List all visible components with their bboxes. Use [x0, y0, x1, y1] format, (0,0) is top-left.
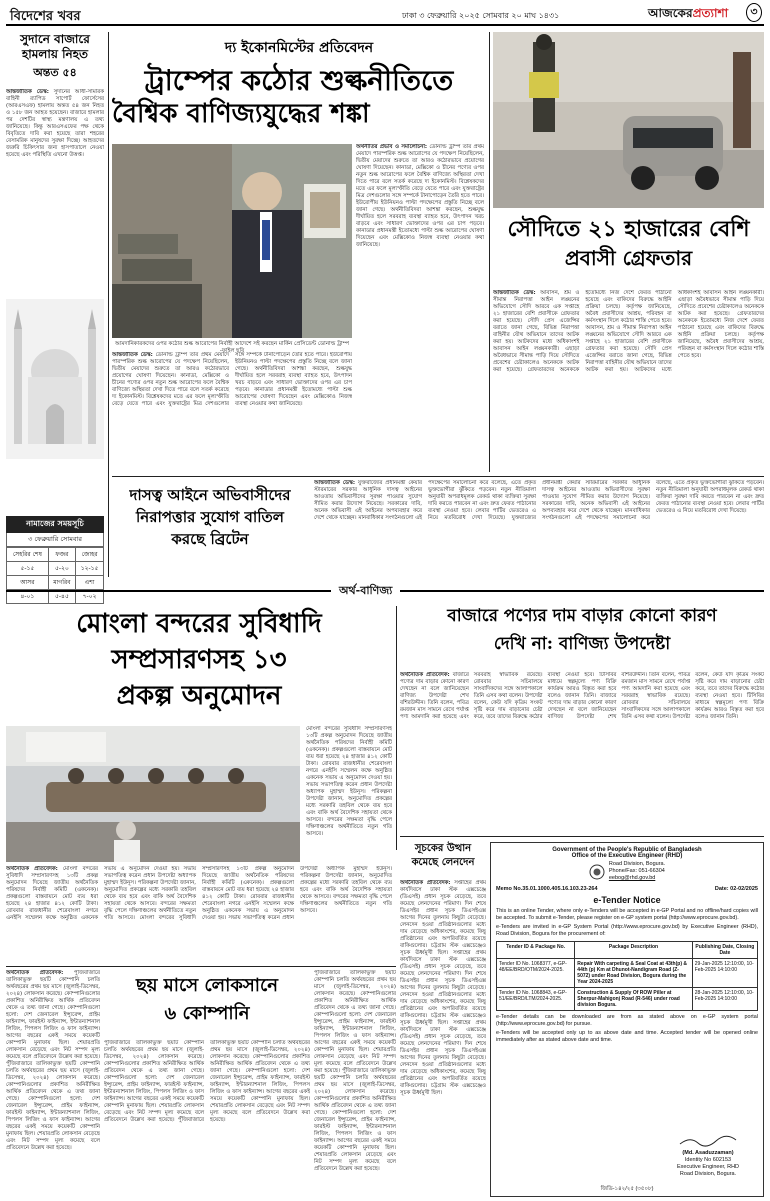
- trump-headline-1: ট্রাম্পের কঠোর শুল্কনীতিতে: [144, 64, 454, 97]
- mongla-photo: [6, 726, 300, 862]
- britain-headline-box: [112, 484, 308, 574]
- prayer-cell: ৭-০২: [76, 590, 104, 604]
- trump-body-right: [356, 144, 484, 468]
- saudi-headline-box: [493, 212, 764, 284]
- tender-division: Road Division, Bogura.: [608, 861, 666, 867]
- tender-date: Date: 02-02/2025: [714, 886, 758, 892]
- tender-para-2: e-Tenders are invited in e-GP System Portal (http://www.eprocure.gov.bd) by Executive Engineer (RHD), Road Division, Bogura for the procurement of:: [496, 924, 758, 937]
- govt-ad-code: জিডি-১৪২/২৫ (৩৫০৮): [600, 1186, 654, 1192]
- bazar-text-cont: বাজারে পণ্যের দাম বাড়ার কোনো কারণ দেখছেন না বলে জানিয়েছেন বাণিজ্য উপদেষ্টা শেখ বশিরউদ্দীন। তিনি বলেন, পবিত্র রমজান মাস সামনে রেখে পর্যাপ্ত পণ্য আমদানি করা হয়েছে এবং সরবরাহ স্বাভাবিক রয়েছে। রোববার সচিবালয়ে সাংবাদিকদের সঙ্গে আলাপকালে তিনি এসব কথা বলেন। উপদেষ্টা বলেন, কেউ যদি কৃত্রিম সংকট সৃষ্টি করে দাম বাড়ানোর চেষ্টা করে, তবে তাদের বিরুদ্ধে কঠোর ব্যবস্থা নেওয়া হবে। টিসিবির মাধ্যমে স্বল্পমূল্যে পণ্য বিক্রি কার্যক্রম আরও বিস্তৃত করা হবে বলেও জানান তিনি।: [547, 672, 764, 720]
- tender-cell: 29-Jan-2025 12:10:00, 10-Feb-2025 14:10:00: [692, 959, 757, 988]
- trump-headline-2: বৈশ্বিক বাণিজ্যযুদ্ধের শঙ্কা: [112, 99, 370, 129]
- index-text-cont-2: সপ্তাহের প্রথম কার্যদিবসে ঢাকা স্টক এক্সচেঞ্জে (ডিএসই) প্রধান সূচক বেড়েছে, তবে কমেছে লেনদেনের পরিমাণ। দিন শেষে ডিএসইর প্রধান সূচক ডিএসইএক্স আগের দিনের তুলনায় কিছুটা বেড়েছে। লেনদেন হওয়া প্রতিষ্ঠানগুলোর মধ্যে দাম বেড়েছে অধিকাংশের, কমেছে কিছু প্রতিষ্ঠানের এবং অপরিবর্তিত রয়েছে বাকিগুলোর। চট্টগ্রাম স্টক এক্সচেঞ্জেও সূচক ঊর্ধ্বমুখী ছিল।: [400, 1020, 486, 1096]
- index-lead: অর্থনৈতিক প্রতিবেদক:: [400, 880, 451, 886]
- economy-label: অর্থ-বাণিজ্য: [331, 582, 400, 601]
- prayer-cell: ৫-৪৫: [48, 590, 75, 604]
- britain-headline-1: দাসত্ব আইনে অভিবাসীদের: [129, 486, 291, 504]
- loss-headline-2: ৬ কোম্পানি: [164, 1003, 250, 1024]
- trump-body-text: ডোনাল্ড ট্রাম্প তার প্রথম মেয়াদে পারস্পরিক শুল্ক আরোপের যে পদক্ষেপ নিয়েছিলেন, দ্বিতীয় মেয়াদের শুরুতে তা আরও কঠোরভাবে প্রয়োগের ঘোষণা দিয়েছেন। কানাডা, মেক্সিকো ও চীনের পণ্যের ওপর নতুন শুল্ক আরোপের ফলে বৈশ্বিক বাণিজ্যে অস্থিরতা দেখা দিতে পারে বলে সতর্ক করেছে দ্য ইকোনমিস্ট। বিশ্লেষকদের মতে এর ফলে মূল্যস্ফীতি বেড়ে যেতে পারে এবং যুক্তরাষ্ট্রের মিত্র দেশগুলোর সঙ্গে সম্পর্কে টানাপোড়েন তৈরি হতে পারে। ইউরোপীয় ইউনিয়নও পাল্টা পদক্ষেপের প্রস্তুতি নিচ্ছে বলে জানা গেছে। অর্থনীতিবিদরা আশঙ্কা করছেন, শুল্কযুদ্ধ দীর্ঘায়িত হলে সরবরাহ ব্যবস্থা ব্যাহত হবে, উৎপাদন খরচ বাড়বে এবং সাধারণ ভোক্তাদের ওপর এর চাপ পড়বে। কানাডার প্রধানমন্ত্রী ইতোমধ্যে পাল্টা শুল্ক আরোপের ঘোষণা দিয়েছেন এবং মেক্সিকোও নিজস্ব ব্যবস্থা নেওয়ার কথা জানিয়েছে।: [356, 144, 484, 248]
- britain-body: [314, 480, 764, 576]
- saudi-headline-2: প্রবাসী গ্রেফতার: [564, 246, 693, 270]
- britain-headline-3: করছে ব্রিটেন: [171, 530, 249, 548]
- tender-col-id: Tender ID & Package No.: [497, 942, 575, 959]
- loss-headline-box: [104, 972, 310, 1036]
- trump-body-text-2: ডোনাল্ড ট্রাম্প তার প্রথম মেয়াদে পারস্পরিক শুল্ক আরোপের যে পদক্ষেপ নিয়েছিলেন, দ্বিতীয় মেয়াদের শুরুতে তা আরও কঠোরভাবে প্রয়োগের ঘোষণা দিয়েছেন। কানাডা, মেক্সিকো ও চীনের পণ্যের ওপর নতুন শুল্ক আরোপের ফলে বৈশ্বিক বাণিজ্যে অস্থিরতা দেখা দিতে পারে বলে সতর্ক করেছে দ্য ইকোনমিস্ট। বিশ্লেষকদের মতে এর ফলে মূল্যস্ফীতি বেড়ে যেতে পারে এবং যুক্তরাষ্ট্রের মিত্র দেশগুলোর সঙ্গে সম্পর্কে টানাপোড়েন তৈরি হতে পারে। ইউরোপীয় ইউনিয়নও পাল্টা পদক্ষেপের প্রস্তুতি নিচ্ছে বলে জানা গেছে। অর্থনীতিবিদরা আশঙ্কা করছেন, শুল্কযুদ্ধ দীর্ঘায়িত হলে সরবরাহ ব্যবস্থা ব্যাহত হবে, উৎপাদন খরচ বাড়বে এবং সাধারণ ভোক্তাদের ওপর এর চাপ পড়বে। কানাডার প্রধানমন্ত্রী ইতোমধ্যে পাল্টা শুল্ক আরোপের ঘোষণা দিয়েছেন এবং মেক্সিকোও নিজস্ব ব্যবস্থা নেওয়ার কথা জানিয়েছে।: [112, 352, 352, 407]
- bazar-headline-1: বাজারে পণ্যের দাম বাড়ার কোনো কারণ: [447, 606, 717, 626]
- prayer-cell: এশা: [76, 576, 104, 590]
- tender-email[interactable]: eebog@rhd.gov.bd: [608, 875, 656, 881]
- mongla-headline-2: সম্প্রসারণসহ ১৩: [111, 645, 287, 675]
- loss-text-3: পুঁজিবাজারে তালিকাভুক্ত ছয়টি কোম্পানি চলতি অর্থবছরের প্রথম ছয় মাসে (জুলাই-ডিসেম্বর, ২০২৪) লোকসান করেছে। কোম্পানিগুলোর প্রকাশিত অনিরীক্ষিত আর্থিক প্রতিবেদন থেকে এ তথ্য জানা গেছে। কোম্পানিগুলো হলো: দেশ জেনারেল ইন্স্যুরেন্স, প্রাইম ফাইন্যান্স, ফারইস্ট ফাইন্যান্স, ইন্টারন্যাশনাল লিজিং, পিপলস লিজিং ও ফাস ফাইন্যান্স। আগের বছরের একই সময়ে কয়েকটি কোম্পানি মুনাফায় ছিল। শেয়ারপ্রতি লোকসান বেড়েছে এবং নিট সম্পদ মূল্য কমেছে বলে প্রতিবেদনে উল্লেখ করা হয়েছে।: [177, 1040, 310, 1123]
- prayer-cell: সেহরির শেষ: [7, 548, 49, 562]
- sign-division: Road Division, Bogura.: [679, 1171, 737, 1177]
- saudi-text-cont: আবাসন, শ্রম ও সীমান্ত নিরাপত্তা আইন লঙ্ঘনের অভিযোগে সৌদি আরবে এক সপ্তাহে ২১ হাজারের বেশি প্রবাসীকে গ্রেফতার করা হয়েছে। সৌদি প্রেস এজেন্সির বরাতে জানা গেছে, বিভিন্ন নিরাপত্তা বাহিনীর যৌথ অভিযানে তাদের আটক করা হয়। আটকদের মধ্যে অধিকাংশই আবাসন আইন লঙ্ঘনকারী। এছাড়া অবৈধভাবে সীমান্ত পাড়ি দিয়ে সৌদিতে প্রবেশের চেষ্টাকালেও অনেককে আটক করা হয়েছে। গ্রেফতারদের অনেককে ইতোমধ্যে নিজ দেশে ফেরত পাঠানো হয়েছে এবং বাকিদের বিরুদ্ধে আইনি প্রক্রিয়া চলছে। কর্তৃপক্ষ জানিয়েছে, অবৈধ প্রবাসীদের আশ্রয়, পরিবহন বা কর্মসংস্থান দিলে কঠোর শাস্তি পেতে হবে।: [585, 290, 764, 373]
- signature-icon: [678, 1135, 738, 1147]
- mongla-text: মোংলা বন্দরের সুবিধাদি সম্প্রসারণসহ ১৩টি প্রকল্প অনুমোদন দিয়েছে জাতীয় অর্থনৈতিক পরিষদের নির্বাহী কমিটি (একনেক)। প্রকল্পগুলো বাস্তবায়নে মোট ব্যয় ধরা হয়েছে ২৪ হাজার ৪১২ কোটি টাকা। রোববার রাজধানীর শেরেবাংলা নগরে এনইসি সম্মেলন কক্ষে অনুষ্ঠিত একনেক সভায় এ অনুমোদন দেওয়া হয়। সভায় সভাপতিত্ব করেন প্রধান উপদেষ্টা অধ্যাপক মুহাম্মদ ইউনূস। পরিকল্পনা উপদেষ্টা জানান, অনুমোদিত প্রকল্পের মধ্যে সরকারি তহবিল থেকে ব্যয় হবে এবং বাকি অর্থ বৈদেশিক সহায়তা থেকে আসবে। বন্দরের সক্ষমতা বৃদ্ধি পেলে দক্ষিণাঞ্চলের অর্থনীতিতে নতুন গতি আসবে।: [6, 866, 196, 921]
- loss-text: পুঁজিবাজারে তালিকাভুক্ত ছয়টি কোম্পানি চলতি অর্থবছরের প্রথম ছয় মাসে (জুলাই-ডিসেম্বর, ২০২৪) লোকসান করেছে। কোম্পানিগুলোর প্রকাশিত অনিরীক্ষিত আর্থিক প্রতিবেদন থেকে এ তথ্য জানা গেছে। কোম্পানিগুলো হলো: দেশ জেনারেল ইন্স্যুরেন্স, প্রাইম ফাইন্যান্স, ফারইস্ট ফাইন্যান্স, ইন্টারন্যাশনাল লিজিং, পিপলস লিজিং ও ফাস ফাইন্যান্স। আগের বছরের একই সময়ে কয়েকটি কোম্পানি মুনাফায় ছিল। শেয়ারপ্রতি লোকসান বেড়েছে এবং নিট সম্পদ মূল্য কমেছে বলে প্রতিবেদনে উল্লেখ করা হয়েছে।: [6, 970, 100, 1060]
- tender-title: e-Tender Notice: [593, 895, 661, 905]
- tender-gov: Government of the People's Republic of Bangladesh: [552, 847, 702, 853]
- saudi-headline-1: সৌদিতে ২১ হাজারের বেশি: [507, 216, 750, 242]
- trump-photo-caption: আমদানিকারকদের ওপর কঠোর শুল্ক আরোপের নির্বাহী আদেশে সই করছেন মার্কিন প্রেসিডেন্ট ডোনাল্ড ট্রাম্প -ফাইল ছবি: [114, 341, 350, 354]
- prayer-cell: ১২-১৫: [76, 562, 104, 576]
- index-headline-1: সূচকের উত্থান: [414, 843, 472, 854]
- trump-kicker: দ্য ইকোনমিস্টের প্রতিবেদন: [224, 40, 374, 56]
- trump-photo: [112, 144, 352, 338]
- loss-text-4: পুঁজিবাজারে তালিকাভুক্ত ছয়টি কোম্পানি চলতি অর্থবছরের প্রথম ছয় মাসে (জুলাই-ডিসেম্বর, ২০২৪) লোকসান করেছে। কোম্পানিগুলোর প্রকাশিত অনিরীক্ষিত আর্থিক প্রতিবেদন থেকে এ তথ্য জানা গেছে। কোম্পানিগুলো হলো: দেশ জেনারেল ইন্স্যুরেন্স, প্রাইম ফাইন্যান্স, ফারইস্ট ফাইন্যান্স, ইন্টারন্যাশনাল লিজিং, পিপলস লিজিং ও ফাস ফাইন্যান্স। আগের বছরের একই সময়ে কয়েকটি কোম্পানি মুনাফায় ছিল। শেয়ারপ্রতি লোকসান বেড়েছে এবং নিট সম্পদ মূল্য কমেছে বলে প্রতিবেদনে উল্লেখ করা হয়েছে।: [314, 970, 396, 1074]
- tender-para-4: e-Tenders will be accepted only up to as above date and time. Accepted tender will be opened online immediately after as stated above date and time.: [496, 1030, 758, 1043]
- mongla-body-bottom: [6, 866, 392, 962]
- tender-para-1: This is an online Tender, where only e-Tenders will be accepted in e-GP Portal and no offline/hard copies will be accepted. To submit e-Tender, please register on e-GP system portal (http://www.eprocure.gov.bd).: [496, 908, 758, 921]
- britain-text-cont: যুক্তরাজ্যের প্রধানমন্ত্রী কেয়ার স্টারমারের সরকার আধুনিক দাসত্ব আইনের আওতায় অভিবাসীদের সুরক্ষা পাওয়ার সুযোগ সীমিত করার উদ্যোগ নিয়েছে। সরকারের দাবি, অনেক অভিবাসী এই আইনের অপব্যবহার করে দেশে থেকে যাচ্ছেন। মানবাধিকার সংগঠনগুলো এই পদক্ষেপের সমালোচনা করে বলেছে, এতে প্রকৃত ভুক্তভোগীরা ঝুঁকিতে পড়বেন। নতুন নীতিমালা অনুযায়ী অপরাধমূলক রেকর্ড থাকা ব্যক্তিরা সুরক্ষা দাবি করতে পারবেন না এবং দ্রুত ফেরত পাঠানোর ব্যবস্থা নেওয়া হবে। লেবার পার্টির ভেতরেও এ নিয়ে মতবিরোধ দেখা দিয়েছে।: [511, 480, 764, 521]
- sign-id: Identity No 602153: [684, 1157, 732, 1163]
- table-row: [497, 988, 758, 1011]
- bazar-lead: অর্থনৈতিক প্রতিবেদক:: [400, 672, 450, 678]
- saudi-photo: [493, 32, 764, 208]
- sudan-text: সুদানের আধা-সামরিক বাহিনী র‍্যাপিড সাপোর্ট ফোর্সেসের (আরএসএফ) হামলায় অন্তত ৫৪ জন নিহত ও ১৫৮ জন আহত হয়েছেন। বাজারে হামলার পর দেশটির স্বাস্থ্য মন্ত্রণালয় এ তথ্য জানিয়েছে। কিন্তু আরএসএফের পক্ষ থেকে বিবৃতিতে দাবি করা হয়েছে তারা শহরের বেসামরিক মানুষদের সুরক্ষা দিচ্ছে। আহতদের জরুরি চিকিৎসার জন্য হাসপাতালে নেওয়া হয়েছে এবং পরিস্থিতি এখনো উত্তপ্ত।: [6, 89, 104, 158]
- tender-para-3: e-Tender details can be downloaded are from as stated above on e-GP system portal (http://www.eprocure.gov.bd) for pursue.: [496, 1014, 758, 1027]
- trump-lead: আন্তর্জাতিক ডেস্ক:: [112, 352, 153, 358]
- economy-divider: [6, 582, 764, 600]
- tender-cell: 28-Jan-2025 12:10:00, 10-Feb-2025 14:10:00: [692, 988, 757, 1011]
- saudi-lead: আন্তর্জাতিক ডেস্ক:: [493, 290, 536, 296]
- loss-text-cont: পুঁজিবাজারে তালিকাভুক্ত ছয়টি কোম্পানি চলতি অর্থবছরের প্রথম ছয় মাসে (জুলাই-ডিসেম্বর, ২০২৪) লোকসান করেছে। কোম্পানিগুলোর প্রকাশিত অনিরীক্ষিত আর্থিক প্রতিবেদন থেকে এ তথ্য জানা গেছে। কোম্পানিগুলো হলো: দেশ জেনারেল ইন্স্যুরেন্স, প্রাইম ফাইন্যান্স, ফারইস্ট ফাইন্যান্স, ইন্টারন্যাশনাল লিজিং, পিপলস লিজিং ও ফাস ফাইন্যান্স। আগের বছরের একই সময়ে কয়েকটি কোম্পানি মুনাফায় ছিল। শেয়ারপ্রতি লোকসান বেড়েছে এবং নিট সম্পদ মূল্য কমেছে বলে প্রতিবেদনে উল্লেখ করা হয়েছে।: [6, 1061, 100, 1151]
- prayer-cell: ৫-২০: [48, 562, 75, 576]
- sudan-body: [6, 89, 104, 289]
- index-body: [400, 880, 486, 1190]
- mongla-text-a: মোংলা বন্দরের সুবিধাদি সম্প্রসারণসহ ১৩টি প্রকল্প অনুমোদন দিয়েছে জাতীয় অর্থনৈতিক পরিষদের নির্বাহী কমিটি (একনেক)। প্রকল্পগুলো বাস্তবায়নে মোট ব্যয় ধরা হয়েছে ২৪ হাজার ৪১২ কোটি টাকা। রোববার রাজধানীর শেরেবাংলা নগরে এনইসি সম্মেলন কক্ষে অনুষ্ঠিত একনেক সভায় এ অনুমোদন দেওয়া হয়। সভায় সভাপতিত্ব করেন প্রধান উপদেষ্টা অধ্যাপক মুহাম্মদ ইউনূস। পরিকল্পনা উপদেষ্টা জানান, অনুমোদিত প্রকল্পের মধ্যে সরকারি তহবিল থেকে ব্যয় হবে এবং বাকি অর্থ বৈদেশিক সহায়তা থেকে আসবে। বন্দরের সক্ষমতা বৃদ্ধি পেলে দক্ষিণাঞ্চলের অর্থনীতিতে নতুন গতি আসবে।: [306, 726, 392, 837]
- prayer-cell: ফজর: [48, 548, 75, 562]
- loss-text-2: পুঁজিবাজারে তালিকাভুক্ত ছয়টি কোম্পানি চলতি অর্থবছরের প্রথম ছয় মাসে (জুলাই-ডিসেম্বর, ২০২৪) লোকসান করেছে। কোম্পানিগুলোর প্রকাশিত অনিরীক্ষিত আর্থিক প্রতিবেদন থেকে এ তথ্য জানা গেছে। কোম্পানিগুলো হলো: দেশ জেনারেল ইন্স্যুরেন্স, প্রাইম ফাইন্যান্স, ফারইস্ট ফাইন্যান্স, ইন্টারন্যাশনাল লিজিং, পিপলস লিজিং ও ফাস ফাইন্যান্স। আগের বছরের একই সময়ে কয়েকটি কোম্পানি মুনাফায় ছিল। শেয়ারপ্রতি লোকসান বেড়েছে এবং নিট সম্পদ মূল্য কমেছে বলে প্রতিবেদনে উল্লেখ করা হয়েছে।: [104, 1040, 204, 1123]
- britain-text: যুক্তরাজ্যের প্রধানমন্ত্রী কেয়ার স্টারমারের সরকার আধুনিক দাসত্ব আইনের আওতায় অভিবাসীদের সুরক্ষা পাওয়ার সুযোগ সীমিত করার উদ্যোগ নিয়েছে। সরকারের দাবি, অনেক অভিবাসী এই আইনের অপব্যবহার করে দেশে থেকে যাচ্ছেন। মানবাধিকার সংগঠনগুলো এই পদক্ষেপের সমালোচনা করে বলেছে, এতে প্রকৃত ভুক্তভোগীরা ঝুঁকিতে পড়বেন। নতুন নীতিমালা অনুযায়ী অপরাধমূলক রেকর্ড থাকা ব্যক্তিরা সুরক্ষা দাবি করতে পারবেন না এবং দ্রুত ফেরত পাঠানোর ব্যবস্থা নেওয়া হবে। লেবার পার্টির ভেতরেও এ নিয়ে মতবিরোধ দেখা দিয়েছে।: [314, 480, 536, 521]
- trump-subhead: অর্থনীতির প্রভাব ও সমালোচনা:: [356, 144, 428, 150]
- bazar-text: বাজারে পণ্যের দাম বাড়ার কোনো কারণ দেখছেন না বলে জানিয়েছেন বাণিজ্য উপদেষ্টা শেখ বশিরউদ্দীন। তিনি বলেন, পবিত্র রমজান মাস সামনে রেখে পর্যাপ্ত পণ্য আমদানি করা হয়েছে এবং সরবরাহ স্বাভাবিক রয়েছে। রোববার সচিবালয়ে সাংবাদিকদের সঙ্গে আলাপকালে তিনি এসব কথা বলেন। উপদেষ্টা বলেন, কেউ যদি কৃত্রিম সংকট সৃষ্টি করে দাম বাড়ানোর চেষ্টা করে, তবে তাদের বিরুদ্ধে কঠোর ব্যবস্থা নেওয়া হবে। টিসিবির মাধ্যমে স্বল্পমূল্যে পণ্য বিক্রি কার্যক্রম আরও বিস্তৃত করা হবে বলেও জানান তিনি।: [400, 672, 617, 720]
- britain-headline-2: নিরাপত্তার সুযোগ বাতিল: [136, 508, 284, 526]
- sudan-headline: সুদানে বাজারে হামলায় নিহত: [20, 32, 90, 61]
- section-label: বিদেশের খবর: [10, 9, 81, 24]
- loss-body-left: [6, 970, 100, 1194]
- sign-title: Executive Engineer, RHD: [676, 1164, 740, 1170]
- mongla-text-cont: মোংলা বন্দরের সুবিধাদি সম্প্রসারণসহ ১৩টি প্রকল্প অনুমোদন দিয়েছে জাতীয় অর্থনৈতিক পরিষদের নির্বাহী কমিটি (একনেক)। প্রকল্পগুলো বাস্তবায়নে মোট ব্যয় ধরা হয়েছে ২৪ হাজার ৪১২ কোটি টাকা। রোববার রাজধানীর শেরেবাংলা নগরে এনইসি সম্মেলন কক্ষে অনুষ্ঠিত একনেক সভায় এ অনুমোদন দেওয়া হয়। সভায় সভাপতিত্ব করেন প্রধান উপদেষ্টা অধ্যাপক মুহাম্মদ ইউনূস। পরিকল্পনা উপদেষ্টা জানান, অনুমোদিত প্রকল্পের মধ্যে সরকারি তহবিল থেকে ব্যয় হবে এবং বাকি অর্থ বৈদেশিক সহায়তা থেকে আসবে। বন্দরের সক্ষমতা বৃদ্ধি পেলে দক্ষিণাঞ্চলের অর্থনীতিতে নতুন গতি আসবে।: [139, 866, 392, 921]
- index-headline-box: [400, 842, 486, 878]
- mongla-lead: অর্থনৈতিক প্রতিবেদক:: [6, 866, 58, 872]
- masthead: [648, 5, 728, 25]
- index-text-cont: সপ্তাহের প্রথম কার্যদিবসে ঢাকা স্টক এক্সচেঞ্জে (ডিএসই) প্রধান সূচক বেড়েছে, তবে কমেছে লেনদেনের পরিমাণ। দিন শেষে ডিএসইর প্রধান সূচক ডিএসইএক্স আগের দিনের তুলনায় কিছুটা বেড়েছে। লেনদেন হওয়া প্রতিষ্ঠানগুলোর মধ্যে দাম বেড়েছে অধিকাংশের, কমেছে কিছু প্রতিষ্ঠানের এবং অপরিবর্তিত রয়েছে বাকিগুলোর। চট্টগ্রাম স্টক এক্সচেঞ্জেও সূচক ঊর্ধ্বমুখী ছিল।: [400, 950, 486, 1026]
- prayer-date: ৩ ফেব্রুয়ারি সোমবার: [6, 533, 104, 547]
- saudi-body: [493, 290, 764, 472]
- trump-body-left: [112, 352, 352, 472]
- tender-phone: Phone/Fax: 051-66304: [608, 868, 665, 874]
- tender-office: Office of the Executive Engineer (RHD): [571, 853, 683, 859]
- loss-text-5: পুঁজিবাজারে তালিকাভুক্ত ছয়টি কোম্পানি চলতি অর্থবছরের প্রথম ছয় মাসে (জুলাই-ডিসেম্বর, ২০২৪) লোকসান করেছে। কোম্পানিগুলোর প্রকাশিত অনিরীক্ষিত আর্থিক প্রতিবেদন থেকে এ তথ্য জানা গেছে। কোম্পানিগুলো হলো: দেশ জেনারেল ইন্স্যুরেন্স, প্রাইম ফাইন্যান্স, ফারইস্ট ফাইন্যান্স, ইন্টারন্যাশনাল লিজিং, পিপলস লিজিং ও ফাস ফাইন্যান্স। আগের বছরের একই সময়ে কয়েকটি কোম্পানি মুনাফায় ছিল। শেয়ারপ্রতি লোকসান বেড়েছে এবং নিট সম্পদ মূল্য কমেছে বলে প্রতিবেদনে উল্লেখ করা হয়েছে।: [314, 1068, 396, 1172]
- bazar-headline-2: দেখি না: বাণিজ্য উপদেষ্টা: [493, 634, 671, 654]
- britain-lead: আন্তর্জাতিক ডেস্ক:: [314, 480, 356, 486]
- mongla-headline-3: প্রকল্প অনুমোদন: [116, 681, 282, 711]
- prayer-cell: আসর: [7, 576, 49, 590]
- loss-body-mid: [104, 1040, 310, 1194]
- prayer-cell: মাগরিব: [48, 576, 75, 590]
- masthead-prefix: আজকের: [648, 6, 693, 20]
- masthead-name: প্রত্যাশা: [692, 6, 729, 20]
- prayer-cell: জোহর: [76, 548, 104, 562]
- dateline: ঢাকা ৩ ফেব্রুয়ারি ২০২৫ সোমবার ২০ মাঘ ১৪৩১: [402, 11, 560, 20]
- mongla-body-right: [306, 726, 392, 862]
- tender-cell: Tender ID No. 1068377, e-GP-48/EE/BRD/OTM/2024-2025.: [497, 959, 575, 988]
- prayer-box: [6, 516, 104, 600]
- prayer-cell: ৫-১৫: [7, 562, 49, 576]
- loss-lead: অর্থনৈতিক প্রতিবেদক:: [6, 970, 64, 976]
- tender-cell: Tender ID No. 1068843, e-GP-51/EE/BRD/LTM/2024-2025.: [497, 988, 575, 1011]
- sudan-article: [6, 32, 104, 442]
- mosque-illustration: [6, 299, 104, 459]
- bazar-body: [400, 672, 764, 832]
- saudi-text: আবাসন, শ্রম ও সীমান্ত নিরাপত্তা আইন লঙ্ঘনের অভিযোগে সৌদি আরবে এক সপ্তাহে ২১ হাজারের বেশি প্রবাসীকে গ্রেফতার করা হয়েছে। সৌদি প্রেস এজেন্সির বরাতে জানা গেছে, বিভিন্ন নিরাপত্তা বাহিনীর যৌথ অভিযানে তাদের আটক করা হয়। আটকদের মধ্যে অধিকাংশই আবাসন আইন লঙ্ঘনকারী। এছাড়া অবৈধভাবে সীমান্ত পাড়ি দিয়ে সৌদিতে প্রবেশের চেষ্টাকালেও অনেককে আটক করা হয়েছে। গ্রেফতারদের অনেককে ইতোমধ্যে নিজ দেশে ফেরত পাঠানো হয়েছে এবং বাকিদের বিরুদ্ধে আইনি প্রক্রিয়া চলছে। কর্তৃপক্ষ জানিয়েছে, অবৈধ প্রবাসীদের আশ্রয়, পরিবহন বা কর্মসংস্থান দিলে কঠোর শাস্তি পেতে হবে।: [493, 290, 672, 373]
- loss-headline-1: ছয় মাসে লোকসানে: [136, 975, 278, 996]
- sudan-subheadline: অন্তত ৫৪: [33, 66, 77, 79]
- tender-table: [496, 941, 758, 1011]
- mongla-headline-1: মোংলা বন্দরের সুবিধাদি: [76, 609, 322, 639]
- sudan-lead: আন্তর্জাতিক ডেস্ক:: [6, 89, 49, 95]
- tender-cell: Construction & Supply Of ROW Piller at Sherpur-Mahigonj Road (R-546) under road division Bogura.: [575, 988, 692, 1011]
- trump-article: [112, 32, 486, 472]
- sign-name: (Md. Asaduzzaman): [682, 1150, 734, 1156]
- tender-notice: [490, 842, 764, 1197]
- loss-body-right: [314, 970, 396, 1194]
- index-text: সপ্তাহের প্রথম কার্যদিবসে ঢাকা স্টক এক্সচেঞ্জে (ডিএসই) প্রধান সূচক বেড়েছে, তবে কমেছে লেনদেনের পরিমাণ। দিন শেষে ডিএসইর প্রধান সূচক ডিএসইএক্স আগের দিনের তুলনায় কিছুটা বেড়েছে। লেনদেন হওয়া প্রতিষ্ঠানগুলোর মধ্যে দাম বেড়েছে অধিকাংশের, কমেছে কিছু প্রতিষ্ঠানের এবং অপরিবর্তিত রয়েছে বাকিগুলোর। চট্টগ্রাম স্টক এক্সচেঞ্জেও সূচক ঊর্ধ্বমুখী ছিল।: [400, 880, 486, 956]
- tender-col-desc: Package Description: [575, 942, 692, 959]
- tender-cell: Repair With carpeting & Seal Coat at 43th(p) & 44th (p) Km at Dhunot-Nandigram Road (Z-5072) under Road Division, Bogura during the Year 2024-2025: [575, 959, 692, 988]
- tender-memo: Memo No.35.01.1000.405.16.103.23-264: [496, 886, 598, 892]
- page-number: ৩: [746, 3, 762, 22]
- prayer-title: নামাজের সময়সূচি: [6, 516, 104, 533]
- table-row: [497, 959, 758, 988]
- bazar-headline-box: [400, 602, 764, 668]
- index-headline-2: কমেছে লেনদেন: [411, 857, 475, 868]
- header-bar: [6, 4, 764, 26]
- govt-emblem-icon: [589, 864, 605, 880]
- prayer-cell: ৪-০১: [7, 590, 49, 604]
- tender-col-date: Publishing Date, Closing Date: [692, 942, 757, 959]
- mongla-headline-box: [6, 606, 392, 718]
